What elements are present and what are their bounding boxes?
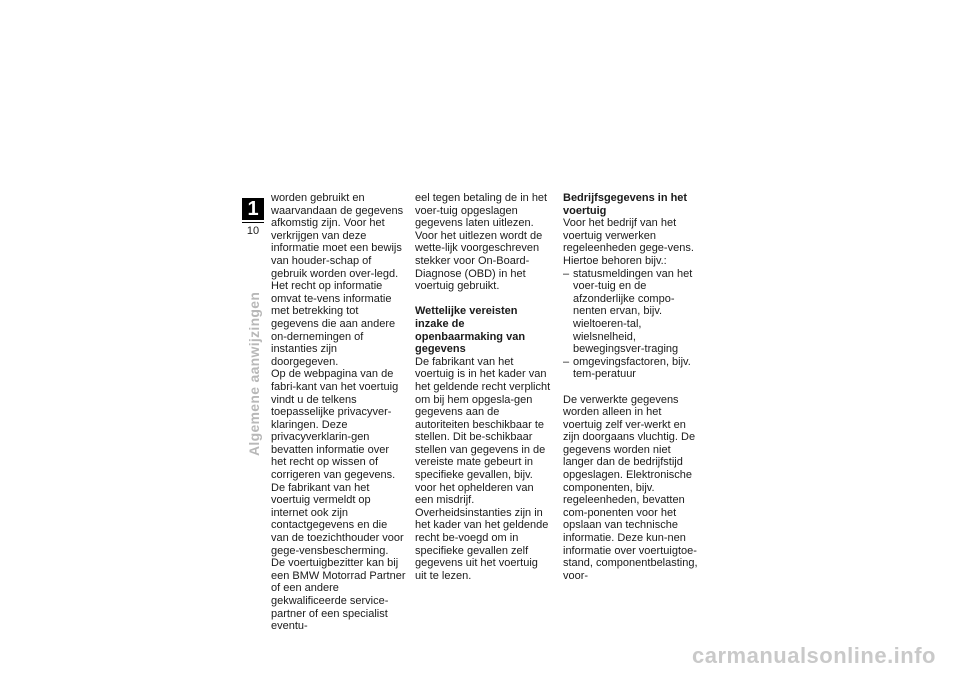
paragraph: Op de webpagina van de fabri-kant van het voertuig vindt u de telkens toepasselijke privacyver-klaringen. Deze privacyverklarin-gen bevatten informatie over het recht op wissen of corrigeren van gegevens. De fabrikant van het voertuig vermeldt op internet ook zijn contactgegevens en die van de toezichthouder voor gege-vensbescherming. [271,368,404,557]
text-column-2 [415,192,551,582]
paragraph: Het recht op informatie omvat te-vens informatie met betrekking tot gegevens die aan andere on-dernemingen of instanties zijn doorgegeven. [271,280,396,368]
dash-list [563,268,699,381]
text-column-3 [563,192,699,582]
watermark: carmanualsonline.info [692,643,936,668]
paragraph: eel tegen betaling de in het voer-tuig opgeslagen gegevens laten uitlezen. [415,192,548,230]
chapter-side-title: Algemene aanwijzingen [246,291,262,456]
paragraph: Voor het bedrijf van het voertuig verwerken regeleenheden gege-vens. [563,217,694,255]
section-heading: Bedrijfsgegevens in het voertuig [563,192,688,217]
paragraph: Overheidsinstanties zijn in het kader van het geldende recht be-voegd om in specifieke gevallen zelf gegevens uit het voertuig uit te lezen. [415,506,549,582]
list-item: – omgevingsfactoren, bijv. tem-peratuur [563,356,699,381]
spacer [563,381,699,394]
paragraph: De verwerkte gegevens worden alleen in het voertuig zelf ver-werkt en zijn doorgaans vluchtig. De gegevens worden niet langer dan de bedrijfstijd opgeslagen. Elektronische componenten, bijv. regeleenheden, bevatten com-ponenten voor het opslaan van technische informatie. Deze kun-nen informatie over voertuigtoe-stand, componentbelasting, voor- [563,393,698,582]
paragraph: De voertuigbezitter kan bij een BMW Motorrad Partner of een andere gekwalificeerde service-partner of een specialist eventu- [271,557,406,633]
paragraph: worden gebruikt en waarvandaan de gegevens afkomstig zijn. Voor het verkrijgen van deze informatie moet een bewijs van houder-schap of gebruik worden over-legd. [271,192,404,280]
list-item: – statusmeldingen van het voer-tuig en de afzonderlijke compo-nenten ervan, bijv. wieltoeren-tal, wielsnelheid, bewegingsver-traging [563,268,699,356]
paragraph: Voor het uitlezen wordt de wette-lijk voorgeschreven stekker voor On-Board-Diagnose (OBD) in het voertuig gebruikt. [415,229,543,293]
chapter-divider [242,222,264,223]
text-column-1 [271,192,407,633]
list-intro: Hiertoe behoren bijv.: [563,254,667,267]
chapter-number-badge: 1 [242,198,264,220]
paragraph: De fabrikant van het voertuig is in het kader van het geldende recht verplicht om bij hem opgesla-gen gegevens aan de autoriteiten beschikbaar te stellen. Dit be-schikbaar stellen van gegevens in de vereiste mate gebeurt in specifieke gevallen, bijv. voor het ophelderen van een misdrijf. [415,355,551,507]
section-heading: Wettelijke vereisten inzake de openbaarmaking van gegevens [415,305,526,356]
spacer [415,293,551,306]
page-number: 10 [246,225,260,237]
